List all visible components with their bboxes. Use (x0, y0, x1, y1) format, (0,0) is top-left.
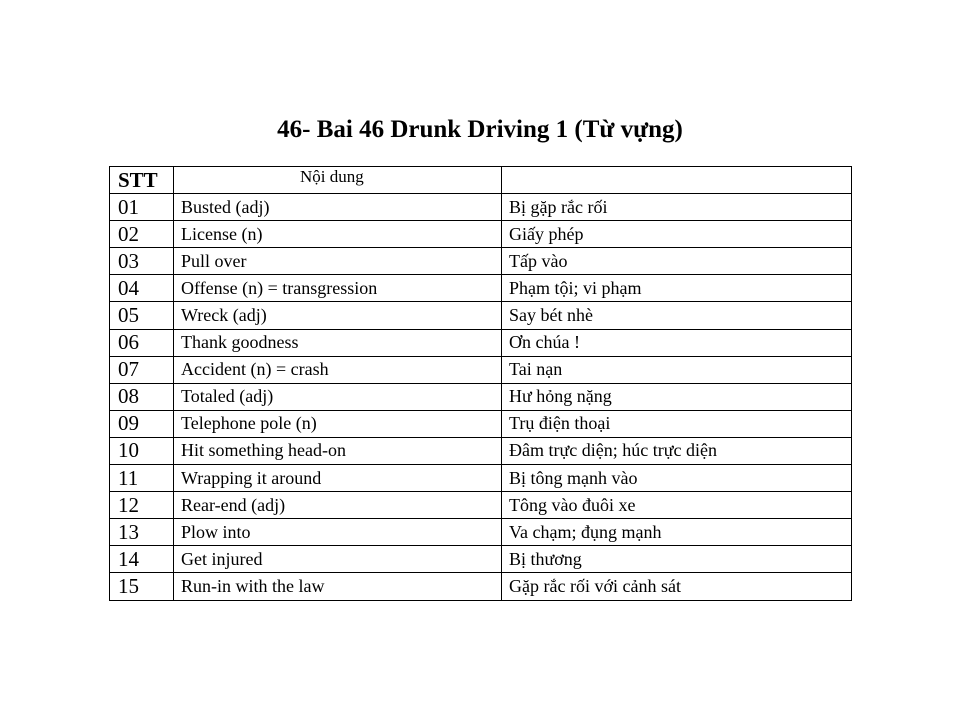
table-row (110, 248, 852, 275)
table-body (110, 194, 852, 600)
english-term: Wrapping it around (174, 465, 502, 492)
vietnamese-meaning: Bị gặp rắc rối (502, 194, 852, 221)
english-term: Pull over (174, 248, 502, 275)
row-number: 06 (110, 329, 174, 356)
table-row (110, 546, 852, 573)
table-row (110, 302, 852, 329)
table-row (110, 275, 852, 302)
row-number: 01 (110, 194, 174, 221)
english-term: Hit something head-on (174, 437, 502, 464)
table-row (110, 519, 852, 546)
row-number: 05 (110, 302, 174, 329)
english-term: Run-in with the law (174, 573, 502, 600)
vietnamese-meaning: Say bét nhè (502, 302, 852, 329)
row-number: 07 (110, 356, 174, 383)
table-row (110, 573, 852, 600)
header-stt: STT (110, 167, 174, 194)
vietnamese-meaning: Tai nạn (502, 356, 852, 383)
vietnamese-meaning: Hư hỏng nặng (502, 383, 852, 410)
english-term: Telephone pole (n) (174, 410, 502, 437)
header-content: Nội dung (174, 167, 502, 194)
row-number: 10 (110, 437, 174, 464)
row-number: 02 (110, 221, 174, 248)
english-term: Accident (n) = crash (174, 356, 502, 383)
table-row (110, 410, 852, 437)
vietnamese-meaning: Va chạm; đụng mạnh (502, 519, 852, 546)
vietnamese-meaning: Bị thương (502, 546, 852, 573)
vietnamese-meaning: Giấy phép (502, 221, 852, 248)
vietnamese-meaning: Gặp rắc rối với cảnh sát (502, 573, 852, 600)
vietnamese-meaning: Tông vào đuôi xe (502, 492, 852, 519)
english-term: Offense (n) = transgression (174, 275, 502, 302)
table-row (110, 356, 852, 383)
vietnamese-meaning: Đâm trực diện; húc trực diện (502, 437, 852, 464)
row-number: 03 (110, 248, 174, 275)
english-term: Get injured (174, 546, 502, 573)
row-number: 04 (110, 275, 174, 302)
english-term: Totaled (adj) (174, 383, 502, 410)
table-row (110, 221, 852, 248)
row-number: 12 (110, 492, 174, 519)
table-row (110, 492, 852, 519)
english-term: License (n) (174, 221, 502, 248)
vietnamese-meaning: Ơn chúa ! (502, 329, 852, 356)
row-number: 08 (110, 383, 174, 410)
row-number: 09 (110, 410, 174, 437)
vietnamese-meaning: Bị tông mạnh vào (502, 465, 852, 492)
table-row (110, 383, 852, 410)
english-term: Rear-end (adj) (174, 492, 502, 519)
table-row (110, 194, 852, 221)
row-number: 14 (110, 546, 174, 573)
vietnamese-meaning: Phạm tội; vi phạm (502, 275, 852, 302)
page-title: 46- Bai 46 Drunk Driving 1 (Từ vựng) (277, 116, 683, 143)
vietnamese-meaning: Tấp vào (502, 248, 852, 275)
table-row (110, 437, 852, 464)
row-number: 15 (110, 573, 174, 600)
table-row (110, 465, 852, 492)
table-header-row (110, 167, 852, 194)
header-meaning (502, 167, 852, 194)
english-term: Thank goodness (174, 329, 502, 356)
table-row (110, 329, 852, 356)
english-term: Wreck (adj) (174, 302, 502, 329)
english-term: Busted (adj) (174, 194, 502, 221)
row-number: 11 (110, 465, 174, 492)
vocabulary-table (109, 166, 852, 601)
english-term: Plow into (174, 519, 502, 546)
vietnamese-meaning: Trụ điện thoại (502, 410, 852, 437)
row-number: 13 (110, 519, 174, 546)
